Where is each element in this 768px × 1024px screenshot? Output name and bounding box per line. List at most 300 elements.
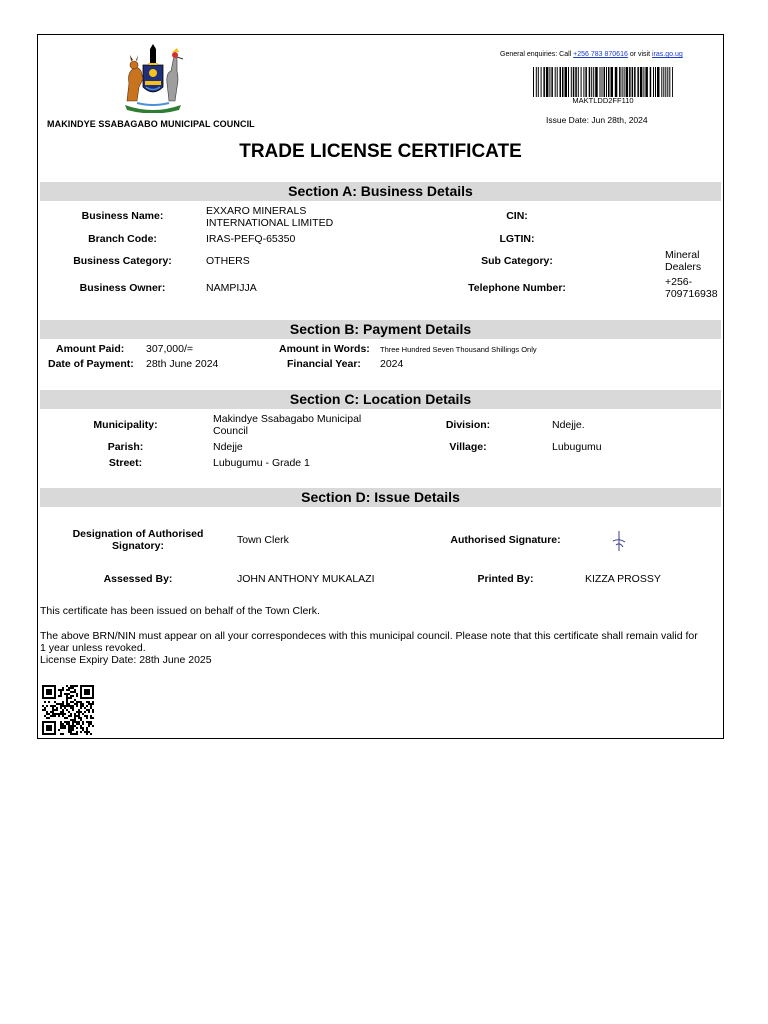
qr-module (86, 727, 88, 729)
qr-module (66, 695, 68, 697)
barcode-bar (663, 67, 664, 97)
qr-module (66, 721, 68, 723)
qr-module (62, 689, 64, 691)
payment-date-value: 28th June 2024 (146, 358, 219, 370)
qr-module (88, 709, 90, 711)
business-name-label: Business Name: (81, 210, 164, 222)
qr-code-image (42, 685, 94, 735)
printed-by-value: KIZZA PROSSY (585, 573, 661, 585)
qr-module (74, 699, 76, 701)
qr-module (74, 717, 76, 719)
signature-image (609, 529, 629, 553)
designation-value: Town Clerk (237, 534, 289, 546)
qr-module (64, 725, 66, 727)
assessed-by-value: JOHN ANTHONY MUKALAZI (237, 573, 375, 585)
qr-module (76, 715, 78, 717)
qr-module (76, 693, 78, 695)
financial-year-label: Financial Year: (287, 358, 361, 370)
qr-module (70, 715, 72, 717)
barcode-bar (538, 67, 539, 97)
qr-module (52, 709, 54, 711)
qr-module (80, 717, 82, 719)
qr-module (60, 727, 62, 729)
qr-module (76, 685, 78, 687)
street-value: Lubugumu - Grade 1 (213, 457, 310, 469)
qr-module (84, 711, 86, 713)
enquiries-line (500, 51, 683, 58)
amount-words-value: Three Hundred Seven Thousand Shillings Only (380, 345, 537, 354)
barcode-bar (583, 67, 584, 97)
qr-module (70, 687, 72, 689)
qr-module (54, 705, 56, 707)
qr-module (66, 709, 68, 711)
municipality-label: Municipality: (93, 419, 158, 431)
qr-module (62, 733, 64, 735)
municipality-value (213, 413, 361, 437)
qr-module (72, 691, 74, 693)
qr-module (82, 721, 84, 723)
barcode-bar (653, 67, 654, 97)
qr-module (52, 707, 54, 709)
qr-module (60, 693, 62, 695)
qr-module (70, 725, 72, 727)
qr-module (66, 723, 68, 725)
qr-module (86, 709, 88, 711)
qr-module (82, 729, 84, 731)
qr-module (92, 703, 94, 705)
qr-module (74, 689, 76, 691)
barcode-bar (672, 67, 673, 97)
barcode-bar (626, 67, 629, 97)
qr-module (60, 725, 62, 727)
barcode-bar (600, 67, 601, 97)
barcode-bar (593, 67, 594, 97)
qr-module (60, 713, 62, 715)
validity-note-line1: The above BRN/NIN must appear on all your correspondeces with this municipal council. Please note that this certificate shall remain valid for (40, 630, 698, 642)
qr-module (64, 713, 66, 715)
coat-of-arms-emblem (117, 43, 189, 113)
qr-module (68, 711, 70, 713)
qr-module (90, 733, 92, 735)
qr-module (78, 713, 80, 715)
qr-module (68, 715, 70, 717)
qr-module (80, 701, 82, 703)
barcode-bar (533, 67, 534, 97)
barcode-bar (637, 67, 639, 97)
qr-module (82, 727, 84, 729)
qr-module (80, 719, 82, 721)
qr-module (78, 709, 80, 711)
qr-module (70, 713, 72, 715)
designation-label-line1: Designation of Authorised (72, 528, 204, 540)
section-a-heading: Section A: Business Details (40, 182, 721, 201)
barcode-bar (634, 67, 636, 97)
parish-value: Ndejje (213, 441, 243, 453)
qr-module (74, 715, 76, 717)
municipality-line1: Makindye Ssabagabo Municipal (213, 413, 362, 425)
qr-module (72, 719, 74, 721)
qr-module (44, 715, 46, 717)
qr-module (70, 685, 72, 687)
qr-module (60, 733, 62, 735)
issue-date: Issue Date: Jun 28th, 2024 (546, 115, 648, 125)
barcode-bar (571, 67, 572, 97)
barcode-bar (643, 67, 644, 97)
qr-module (74, 719, 76, 721)
qr-module (76, 733, 78, 735)
qr-module (60, 711, 62, 713)
qr-module (90, 703, 92, 705)
qr-module (74, 703, 76, 705)
qr-module (56, 703, 58, 705)
barcode-bar (669, 67, 670, 97)
qr-module (86, 715, 88, 717)
qr-module (62, 687, 64, 689)
barcode-bar (619, 67, 621, 97)
qr-module (88, 701, 90, 703)
qr-module (46, 713, 48, 715)
qr-module (70, 691, 72, 693)
section-d-heading: Section D: Issue Details (40, 488, 721, 507)
qr-module (72, 729, 74, 731)
qr-module (64, 717, 66, 719)
qr-module (54, 709, 56, 711)
qr-module (68, 731, 70, 733)
qr-module (70, 705, 72, 707)
qr-module (82, 703, 84, 705)
barcode-bar (555, 67, 556, 97)
telephone-line1: +256- (665, 276, 693, 288)
qr-module (58, 729, 60, 731)
qr-module (88, 723, 90, 725)
qr-module (88, 711, 90, 713)
qr-module (58, 715, 60, 717)
qr-module (86, 731, 88, 733)
barcode-bar (541, 67, 542, 97)
enquiries-prefix: General enquiries: Call (500, 51, 572, 58)
qr-module (72, 707, 74, 709)
barcode-bar (568, 67, 569, 97)
qr-module (70, 733, 72, 735)
barcode-bar (606, 67, 607, 97)
qr-module (46, 711, 48, 713)
qr-finder (46, 689, 52, 695)
barcode-bar (624, 67, 625, 97)
qr-module (70, 701, 72, 703)
qr-module (48, 701, 50, 703)
qr-module (70, 707, 72, 709)
qr-module (64, 693, 66, 695)
barcode-text: MAKTLDD2FF110 (572, 96, 634, 105)
qr-module (74, 685, 76, 687)
qr-module (86, 701, 88, 703)
lgtin-label: LGTIN: (499, 233, 535, 245)
barcode-bar (622, 67, 623, 97)
barcode-bar (665, 67, 666, 97)
qr-module (66, 705, 68, 707)
qr-module (60, 695, 62, 697)
qr-module (88, 721, 90, 723)
qr-module (88, 703, 90, 705)
telephone-line2: 709716938 (665, 288, 718, 300)
enquiries-phone-link[interactable]: +256 783 870616 (573, 51, 628, 58)
qr-module (74, 733, 76, 735)
barcode-bar (615, 67, 618, 97)
qr-module (52, 713, 54, 715)
qr-module (52, 711, 54, 713)
qr-module (52, 705, 54, 707)
qr-module (66, 703, 68, 705)
qr-module (58, 703, 60, 705)
qr-module (90, 721, 92, 723)
enquiries-site-link[interactable]: iras.go.ug (652, 51, 683, 58)
qr-module (44, 709, 46, 711)
municipality-line2: Council (213, 425, 249, 437)
qr-module (60, 707, 62, 709)
assessed-by-label: Assessed By: (103, 573, 173, 585)
barcode-bar (645, 67, 648, 97)
qr-module (56, 713, 58, 715)
qr-module (76, 711, 78, 713)
authorised-signature-label: Authorised Signature: (450, 534, 561, 546)
barcode-bar (595, 67, 598, 97)
amount-paid-value: 307,000/= (146, 343, 194, 355)
qr-module (84, 731, 86, 733)
qr-module (68, 721, 70, 723)
barcode-bar (667, 67, 668, 97)
qr-finder (84, 689, 90, 695)
qr-module (72, 705, 74, 707)
qr-module (62, 703, 64, 705)
barcode-bar (657, 67, 660, 97)
qr-module (74, 721, 76, 723)
village-label: Village: (449, 441, 487, 453)
qr-module (44, 701, 46, 703)
qr-module (72, 723, 74, 725)
telephone-label: Telephone Number: (468, 282, 566, 294)
barcode-bar (549, 67, 550, 97)
qr-module (92, 711, 94, 713)
qr-module (80, 711, 82, 713)
qr-module (84, 715, 86, 717)
qr-module (66, 685, 68, 687)
council-name: MAKINDYE SSABAGABO MUNICIPAL COUNCIL (47, 119, 255, 129)
division-value: Ndejje. (552, 419, 585, 431)
qr-module (90, 723, 92, 725)
amount-words-label: Amount in Words: (279, 343, 370, 355)
qr-module (92, 701, 94, 703)
barcode-bar (585, 67, 587, 97)
barcode-bar (573, 67, 575, 97)
qr-module (88, 725, 90, 727)
qr-module (54, 701, 56, 703)
barcode-bar (557, 67, 558, 97)
license-expiry-date: License Expiry Date: 28th June 2025 (40, 654, 212, 666)
payment-date-label: Date of Payment: (48, 358, 134, 370)
qr-module (86, 733, 88, 735)
business-name-value (206, 205, 333, 229)
amount-paid-label: Amount Paid: (56, 343, 125, 355)
qr-module (48, 717, 50, 719)
qr-module (60, 721, 62, 723)
qr-module (72, 701, 74, 703)
qr-module (70, 731, 72, 733)
qr-module (68, 729, 70, 731)
qr-finder (46, 725, 52, 731)
qr-module (82, 713, 84, 715)
qr-module (82, 723, 84, 725)
qr-module (44, 707, 46, 709)
qr-module (64, 707, 66, 709)
qr-module (56, 709, 58, 711)
qr-module (72, 721, 74, 723)
business-category-label: Business Category: (73, 255, 172, 267)
barcode-bar (629, 67, 631, 97)
barcode-bar (581, 67, 582, 97)
qr-module (70, 697, 72, 699)
barcode-bar (611, 67, 614, 97)
qr-module (78, 711, 80, 713)
qr-module (66, 699, 68, 701)
qr-module (76, 701, 78, 703)
qr-module (76, 723, 78, 725)
qr-module (72, 727, 74, 729)
qr-module (68, 703, 70, 705)
sub-category-label: Sub Category: (481, 255, 553, 267)
barcode-bar (655, 67, 656, 97)
qr-module (70, 727, 72, 729)
qr-module (68, 693, 70, 695)
qr-module (76, 727, 78, 729)
qr-module (54, 715, 56, 717)
qr-module (62, 705, 64, 707)
barcode-bar (589, 67, 591, 97)
qr-module (80, 707, 82, 709)
telephone-value (665, 276, 718, 300)
qr-module (60, 723, 62, 725)
qr-module (84, 707, 86, 709)
barcode-bar (562, 67, 564, 97)
qr-module (62, 727, 64, 729)
qr-module (62, 701, 64, 703)
qr-module (86, 705, 88, 707)
qr-module (68, 697, 70, 699)
qr-module (60, 703, 62, 705)
qr-module (66, 693, 68, 695)
qr-module (60, 691, 62, 693)
qr-module (50, 715, 52, 717)
qr-module (64, 721, 66, 723)
qr-module (60, 689, 62, 691)
certificate-frame (37, 34, 724, 739)
qr-module (76, 705, 78, 707)
qr-module (90, 715, 92, 717)
barcode-bar (536, 67, 537, 97)
qr-module (86, 729, 88, 731)
sub-category-value (665, 249, 701, 273)
business-owner-label: Business Owner: (79, 282, 166, 294)
qr-module (80, 731, 82, 733)
qr-module (76, 703, 78, 705)
qr-module (90, 717, 92, 719)
qr-module (66, 701, 68, 703)
sub-category-line1: Mineral (665, 249, 700, 261)
qr-module (70, 695, 72, 697)
barcode-bar (650, 67, 652, 97)
business-category-value: OTHERS (206, 255, 250, 267)
branch-code-label: Branch Code: (88, 233, 157, 245)
barcode-bar (632, 67, 634, 97)
qr-module (50, 711, 52, 713)
qr-module (72, 709, 74, 711)
qr-module (50, 705, 52, 707)
barcode-bar (661, 67, 662, 97)
barcode-bar (578, 67, 579, 97)
qr-module (78, 723, 80, 725)
qr-module (66, 689, 68, 691)
qr-module (62, 713, 64, 715)
qr-module (86, 721, 88, 723)
qr-module (92, 725, 94, 727)
qr-module (80, 703, 82, 705)
parish-label: Parish: (107, 441, 144, 453)
qr-module (80, 727, 82, 729)
cin-label: CIN: (506, 210, 528, 222)
barcode-bar (591, 67, 592, 97)
barcode-bar (602, 67, 603, 97)
qr-module (54, 713, 56, 715)
branch-code-value: IRAS-PEFQ-65350 (206, 233, 296, 245)
qr-module (58, 689, 60, 691)
qr-module (80, 705, 82, 707)
qr-module (42, 705, 44, 707)
section-c-heading: Section C: Location Details (40, 390, 721, 409)
qr-module (80, 725, 82, 727)
barcode-bar (565, 67, 568, 97)
barcode-bar (551, 67, 553, 97)
qr-module (64, 705, 66, 707)
business-name-line1: EXXARO MINERALS (206, 205, 307, 217)
barcode-bar (560, 67, 562, 97)
qr-module (72, 725, 74, 727)
qr-module (48, 713, 50, 715)
barcode-image (533, 67, 673, 97)
qr-module (62, 725, 64, 727)
barcode-bar (546, 67, 549, 97)
qr-module (78, 721, 80, 723)
validity-note-line2: 1 year unless revoked. (40, 642, 146, 654)
barcode-bar (543, 67, 545, 97)
qr-module (92, 717, 94, 719)
barcode-bar (604, 67, 606, 97)
qr-module (72, 687, 74, 689)
qr-module (62, 711, 64, 713)
qr-module (78, 715, 80, 717)
qr-module (62, 715, 64, 717)
page-title: TRADE LICENSE CERTIFICATE (239, 141, 522, 162)
qr-module (74, 725, 76, 727)
qr-module (62, 723, 64, 725)
qr-module (90, 707, 92, 709)
qr-module (76, 695, 78, 697)
qr-module (60, 705, 62, 707)
qr-module (74, 713, 76, 715)
qr-module (72, 733, 74, 735)
qr-module (58, 713, 60, 715)
qr-module (90, 705, 92, 707)
barcode-bar (608, 67, 610, 97)
qr-module (46, 717, 48, 719)
